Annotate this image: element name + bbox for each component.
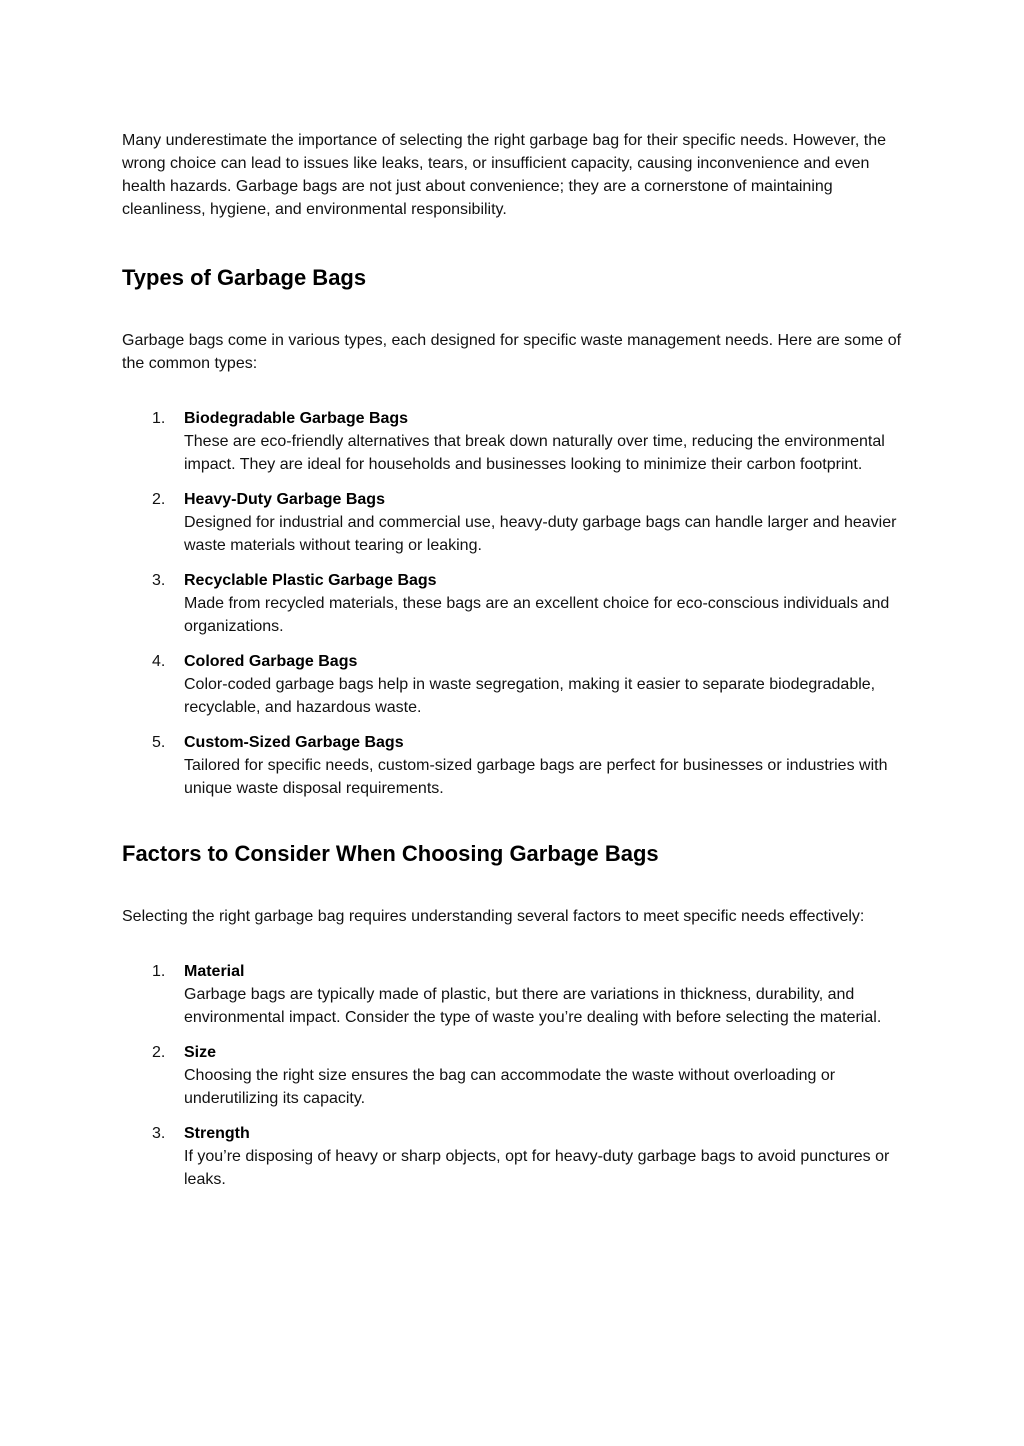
section-heading-types: Types of Garbage Bags xyxy=(122,265,367,290)
list-number: 2. xyxy=(152,491,166,508)
factors-list xyxy=(122,960,902,1191)
list-number: 5. xyxy=(152,734,166,751)
list-item-title: Colored Garbage Bags xyxy=(184,653,358,670)
list-item-title: Biodegradable Garbage Bags xyxy=(184,410,409,427)
document-page xyxy=(122,129,902,1203)
list-item xyxy=(122,650,902,719)
list-item xyxy=(122,960,902,1029)
list-number: 3. xyxy=(152,1125,166,1142)
list-item-description: Color-coded garbage bags help in waste segregation, making it easier to separate biodegradable, recyclable, and hazardous waste. xyxy=(184,676,876,716)
list-item-description: Designed for industrial and commercial use, heavy-duty garbage bags can handle larger and heavier waste materials without tearing or leaking. xyxy=(184,514,897,554)
list-item-description: These are eco-friendly alternatives that break down naturally over time, reducing the environmental impact. They are ideal for households and businesses looking to minimize their carbon footprint. xyxy=(184,433,885,473)
list-item-description: Made from recycled materials, these bags are an excellent choice for eco-conscious individuals and organizations. xyxy=(184,595,890,635)
list-item-description: Tailored for specific needs, custom-sized garbage bags are perfect for businesses or industries with unique waste disposal requirements. xyxy=(184,757,888,797)
list-item-description: Garbage bags are typically made of plastic, but there are variations in thickness, durability, and environmental impact. Consider the type of waste you’re dealing with before selecting the material. xyxy=(184,986,882,1026)
types-list xyxy=(122,407,902,800)
list-item-description: If you’re disposing of heavy or sharp objects, opt for heavy-duty garbage bags to avoid punctures or leaks. xyxy=(184,1148,890,1188)
list-item xyxy=(122,731,902,800)
list-number: 4. xyxy=(152,653,166,670)
list-number: 2. xyxy=(152,1044,166,1061)
list-item xyxy=(122,488,902,557)
list-item xyxy=(122,1122,902,1191)
list-item xyxy=(122,1041,902,1110)
list-number: 3. xyxy=(152,572,166,589)
list-item-title: Heavy-Duty Garbage Bags xyxy=(184,491,385,508)
list-item xyxy=(122,569,902,638)
list-item-title: Recyclable Plastic Garbage Bags xyxy=(184,572,437,589)
list-item-title: Strength xyxy=(184,1125,250,1142)
list-number: 1. xyxy=(152,410,166,427)
factors-intro-paragraph: Selecting the right garbage bag requires understanding several factors to meet specific needs effectively: xyxy=(122,908,865,925)
list-number: 1. xyxy=(152,963,166,980)
section-heading-factors: Factors to Consider When Choosing Garbage Bags xyxy=(122,841,659,866)
list-item-title: Material xyxy=(184,963,245,980)
types-intro-paragraph: Garbage bags come in various types, each designed for specific waste management needs. Here are some of the common types: xyxy=(122,332,902,372)
list-item xyxy=(122,407,902,476)
list-item-title: Custom-Sized Garbage Bags xyxy=(184,734,404,751)
list-item-title: Size xyxy=(184,1044,217,1061)
list-item-description: Choosing the right size ensures the bag can accommodate the waste without overloading or underutilizing its capacity. xyxy=(184,1067,836,1107)
intro-paragraph: Many underestimate the importance of selecting the right garbage bag for their specific needs. However, the wrong choice can lead to issues like leaks, tears, or insufficient capacity, causing inconvenience and even health hazards. Garbage bags are not just about convenience; they are a cornerstone of maintaining cleanliness, hygiene, and environmental responsibility. xyxy=(122,132,886,218)
